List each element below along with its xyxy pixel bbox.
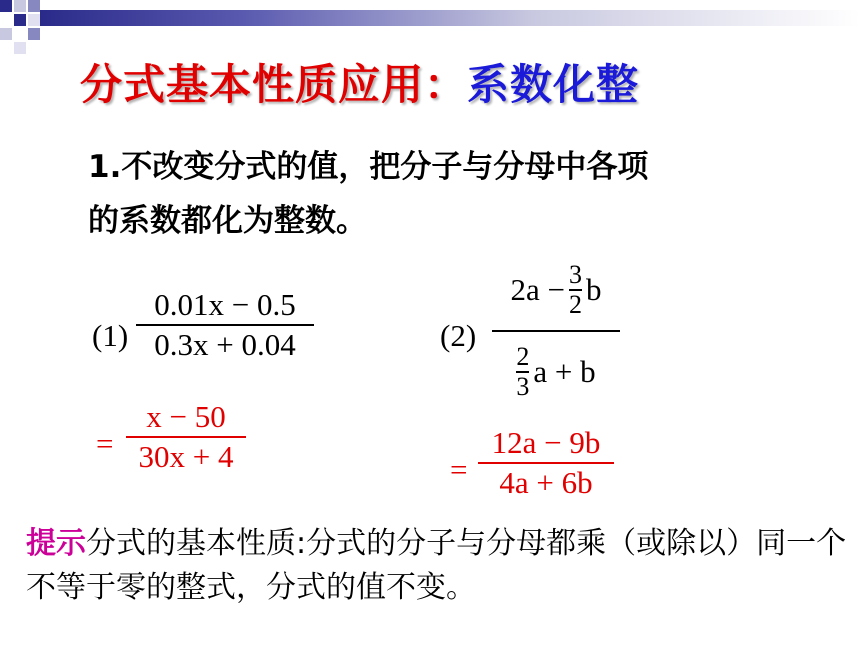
problem-1-answer-numerator: x − 50 <box>146 399 226 434</box>
problem-2-equals: = <box>450 452 468 487</box>
hint-text: 分式的基本性质:分式的分子与分母都乘（或除以）同一个不等于零的整式，分式的值不变。 <box>26 526 847 605</box>
problem-1-fraction <box>136 286 314 364</box>
title-part-red: 分式基本性质应用： <box>80 60 468 109</box>
problem-2-num-lead: 2a − <box>510 272 565 307</box>
question-line-1: 1.不改变分式的值，把分子与分母中各项 <box>88 149 649 185</box>
coef-denominator: 3 <box>516 372 530 401</box>
problem-2-label: (2) <box>440 318 477 353</box>
problem-2-numerator <box>492 250 620 330</box>
hint-box <box>26 522 856 610</box>
problem-2-num-coef-fraction <box>569 261 582 319</box>
problem-1-denominator: 0.3x + 0.04 <box>154 327 296 362</box>
problem-1-numerator: 0.01x − 0.5 <box>154 287 296 322</box>
problem-2-fraction <box>492 250 620 412</box>
problem-1-answer-denominator: 30x + 4 <box>138 439 234 474</box>
title-part-blue: 系数化整 <box>467 60 640 109</box>
header-gradient-bar <box>40 10 860 26</box>
problem-2-denominator <box>492 332 620 412</box>
coef-numerator: 3 <box>569 260 582 289</box>
question-line-2: 的系数都化为整数。 <box>88 203 367 239</box>
hint-label: 提示 <box>26 526 86 561</box>
coef-numerator: 2 <box>516 342 530 371</box>
corner-decoration <box>0 0 80 60</box>
problem-2-answer-numerator: 12a − 9b <box>491 425 601 460</box>
problem-1-equals: = <box>96 426 114 461</box>
problem-2-den-coef-fraction <box>516 343 529 401</box>
problem-1-label: (1) <box>92 318 129 353</box>
problem-2-den-tail: a + b <box>533 354 596 389</box>
problem-2-num-tail: b <box>586 272 602 307</box>
question-text <box>88 140 788 248</box>
problem-2-answer-denominator: 4a + 6b <box>499 465 593 500</box>
problem-2-answer-fraction <box>478 424 614 502</box>
slide-title <box>80 52 639 112</box>
coef-denominator: 2 <box>569 290 582 319</box>
problem-1-answer-fraction <box>126 398 246 476</box>
